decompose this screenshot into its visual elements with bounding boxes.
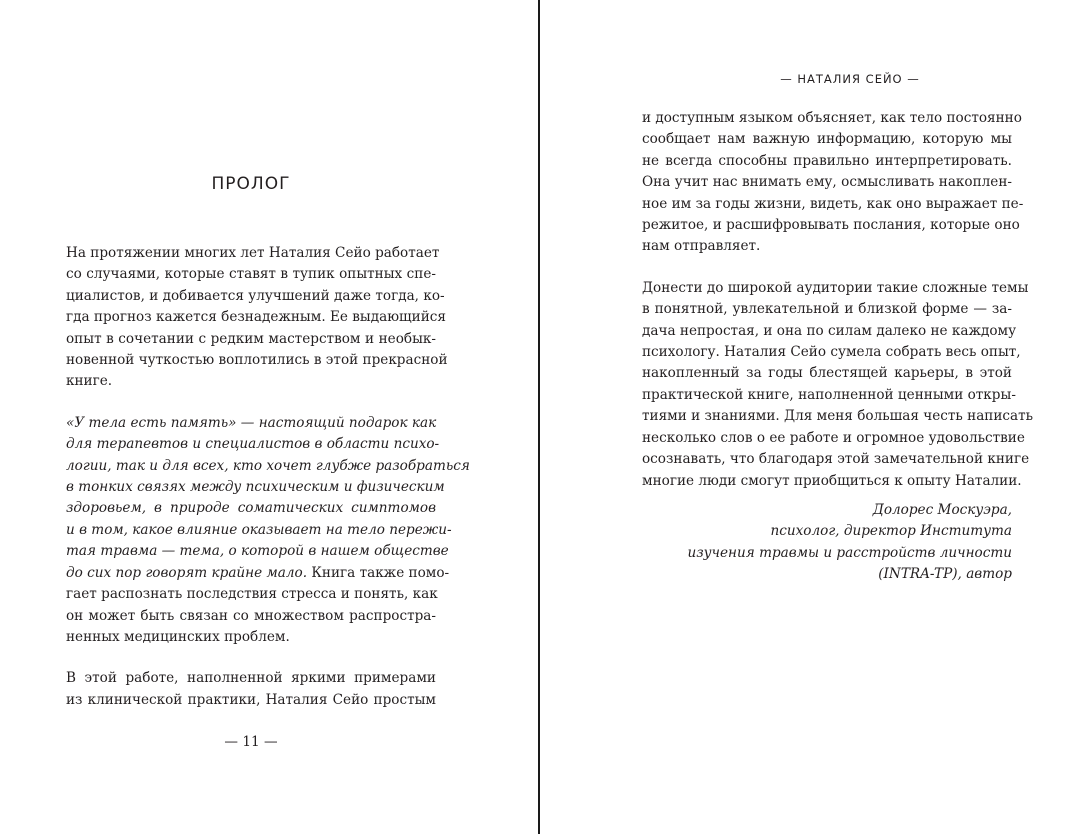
text-line: практической книге, наполненной ценными откры- (642, 386, 1016, 403)
text-line: в тонких связях между психическим и физическим (66, 479, 445, 496)
signature-line: психолог, директор Института (770, 523, 1012, 540)
paragraph (66, 668, 436, 711)
text-line: ное им за годы жизни, видеть, как оно выражает пе- (642, 195, 1024, 212)
paragraph (642, 278, 1034, 492)
text-line: тая травма — тема, о которой в нашем обществе (66, 543, 449, 560)
text-line: гда прогноз кажется безнадежным. Ее выдающийся (66, 309, 446, 326)
text-line: не всегда способны правильно интерпретировать. (642, 152, 1012, 169)
text-line: книге. (66, 373, 113, 390)
text-line: и в том, какое влияние оказывает на тело пережи- (66, 521, 452, 538)
text-line: В этой работе, наполненной яркими примерами (66, 670, 436, 687)
text-line: сообщает нам важную информацию, которую мы (642, 131, 1012, 148)
text-line: осознавать, что благодаря этой замечательной книге (642, 451, 1030, 468)
paragraph (66, 413, 470, 648)
paragraph (642, 108, 1024, 258)
text-line: опыт в сочетании с редким мастерством и необык- (66, 330, 436, 347)
italic-segment: до сих пор говорят крайне мало. (66, 564, 308, 581)
text-line: для терапевтов и специалистов в области психо- (66, 436, 440, 453)
text-line: режитое, и расшифровывать послания, которые оно (642, 217, 1020, 234)
text-line: ненных медицинских проблем. (66, 628, 290, 645)
left-page (0, 0, 538, 834)
running-head: — НАТАЛИЯ СЕЙО — (780, 72, 920, 86)
text-line: новенной чуткостью воплотились в этой прекрасной (66, 352, 448, 369)
text-line: дача непростая, и она по силам далеко не каждому (642, 322, 1017, 339)
text-line: в понятной, увлекательной и близкой форме — за- (642, 301, 1012, 318)
text-line: гает распознать последствия стресса и понять, как (66, 586, 438, 603)
text-line: и доступным языком объясняет, как тело постоянно (642, 110, 1022, 126)
paragraph (66, 243, 448, 393)
right-page-body (642, 108, 1034, 512)
text-line: из клинической практики, Наталия Сейо простым (66, 691, 436, 708)
right-page (540, 0, 1078, 834)
text-line: несколько слов о ее работе и огромное удовольствие (642, 429, 1025, 446)
roman-segment: Книга также помо- (311, 564, 450, 581)
text-line: он может быть связан со множеством распростра- (66, 607, 436, 624)
text-line: накопленный за годы блестящей карьеры, в этой (642, 365, 1012, 382)
signature-author: Долорес Москуэра, (872, 502, 1012, 518)
text-line: Донести до широкой аудитории такие сложные темы (642, 279, 1029, 296)
text-line: циалистов, и добивается улучшений даже тогда, ко- (66, 287, 445, 304)
text-line-mixed (66, 563, 450, 584)
page-number: — 11 — (224, 734, 278, 750)
text-line: многие люди смогут приобщиться к опыту Наталии. (642, 472, 1022, 489)
signature-line: изучения травмы и расстройств личности (687, 544, 1012, 561)
text-line: психологу. Наталия Сейо сумела собрать весь опыт, (642, 344, 1021, 361)
text-line: здоровьем, в природе соматических симптомов (66, 500, 436, 517)
signature-block (688, 500, 1013, 586)
text-line: тиями и знаниями. Для меня большая честь написать (642, 408, 1034, 425)
text-line: На протяжении многих лет Наталия Сейо работает (66, 245, 440, 261)
left-page-body (66, 243, 470, 731)
chapter-title: ПРОЛОГ (211, 174, 291, 194)
text-line: нам отправляет. (642, 238, 761, 255)
text-line: «У тела есть память» — настоящий подарок как (66, 414, 437, 431)
text-line: со случаями, которые ставят в тупик опытных спе- (66, 266, 436, 283)
text-line: Она учит нас внимать ему, осмысливать накоплен- (642, 174, 1012, 191)
signature-line: (INTRA-TP), автор (878, 566, 1012, 583)
text-line: логии, так и для всех, кто хочет глубже разобраться (66, 457, 470, 474)
